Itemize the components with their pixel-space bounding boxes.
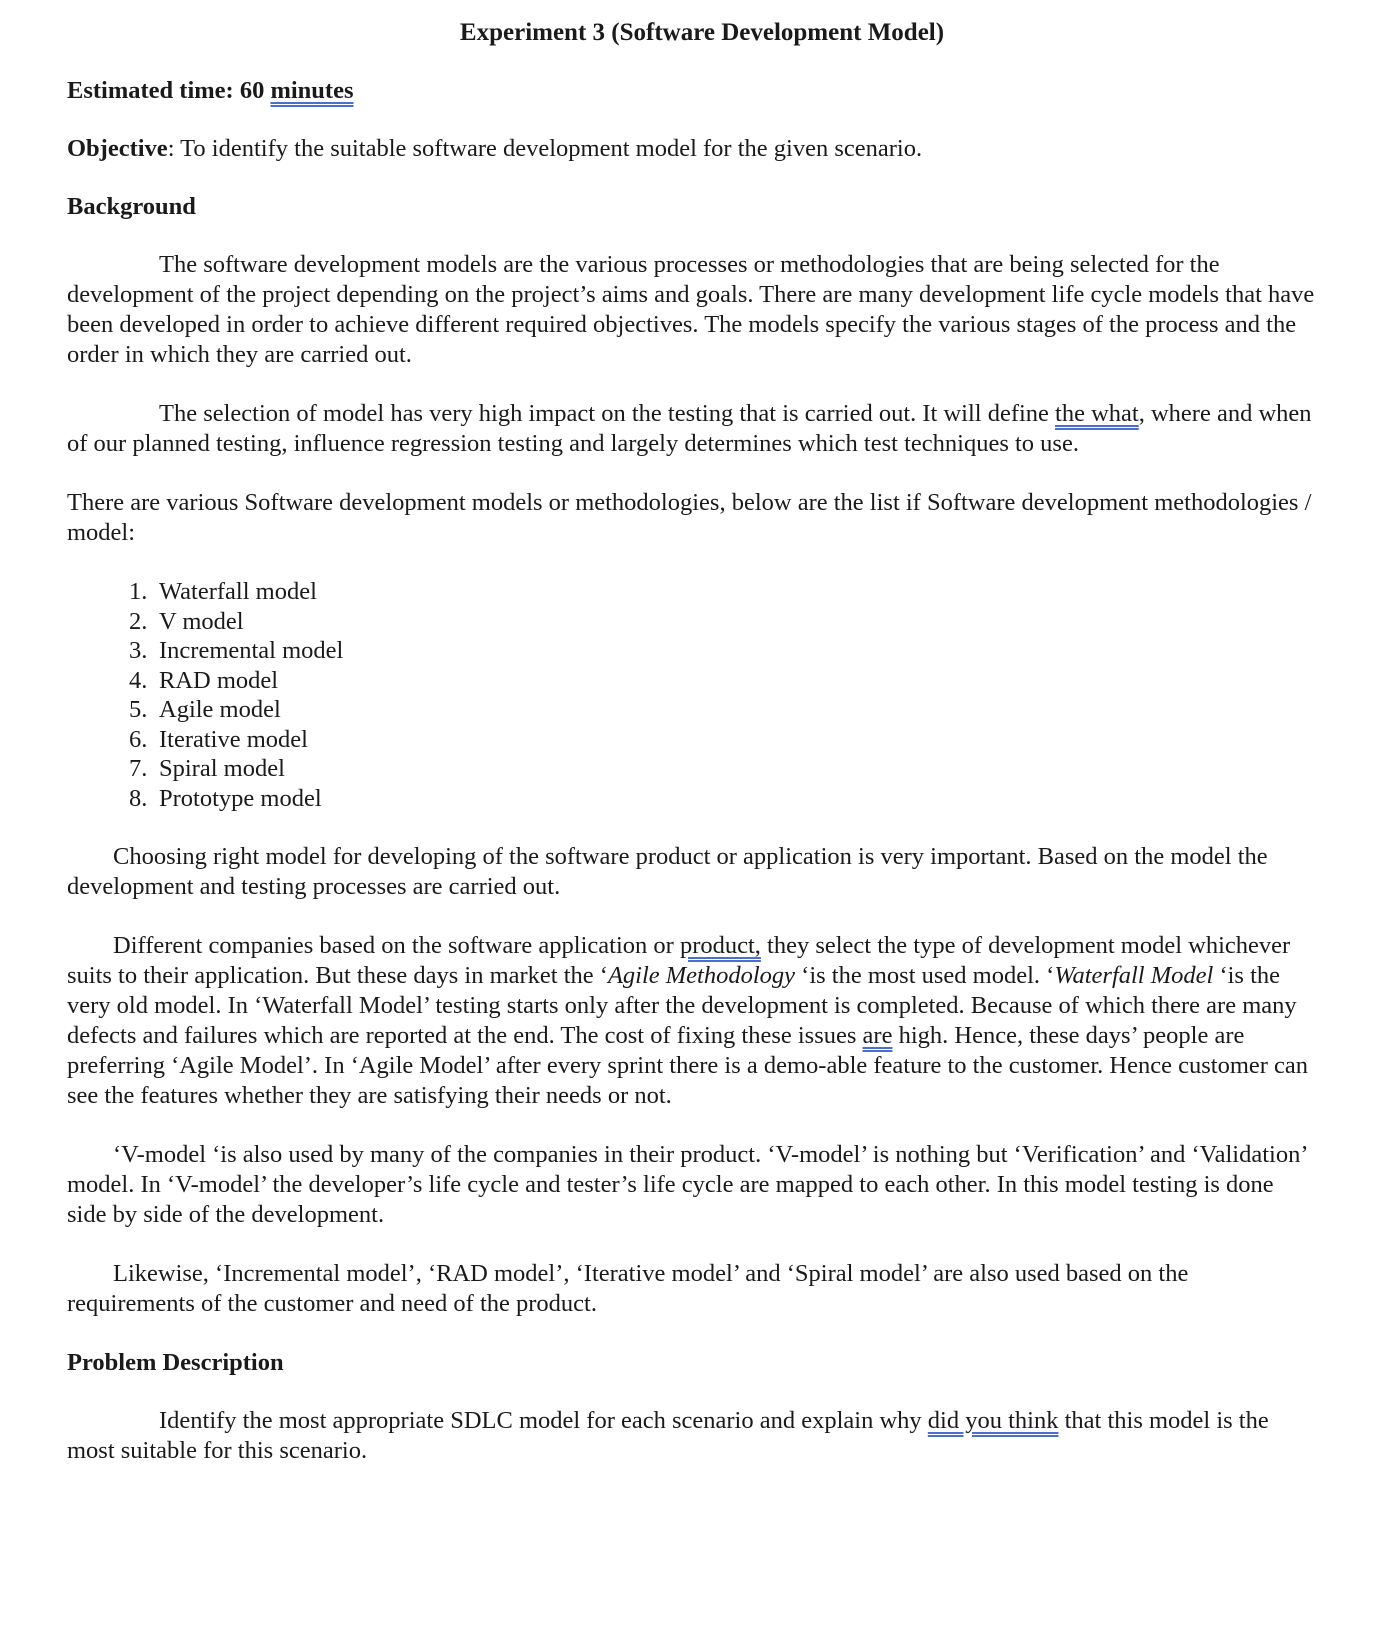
companies-text-2: they select the type of development model whichever suits to their application. But these days in market the ‘	[67, 932, 1291, 989]
list-item-number: 5.	[129, 696, 148, 723]
list-item-label: Agile model	[159, 696, 281, 723]
vmodel-paragraph: ‘V-model ‘is also used by many of the companies in their product. ‘V-model’ is nothing but ‘Verification’ and ‘Validation’ model. In ‘V-model’ the developer’s life cycle and tester’s life cycle are mapped to each other. In this model testing is done side by side of the development.	[67, 1141, 1307, 1228]
models-list	[67, 577, 1317, 813]
companies-paragraph	[67, 931, 1317, 1111]
document-page	[67, 18, 1317, 1495]
companies-italic-2: Waterfall Model	[1054, 962, 1214, 989]
background-p2-underlined: the what	[1055, 400, 1139, 427]
companies-underlined-1: product,	[679, 932, 761, 959]
companies-underlined-2: are	[862, 1022, 893, 1049]
estimated-time-label: Estimated time: 60	[67, 77, 271, 104]
list-item-label: V model	[159, 607, 244, 635]
list-item-number: 8.	[129, 784, 148, 812]
list-item	[67, 695, 1317, 725]
problem-heading: Problem Description	[67, 1349, 284, 1376]
estimated-time-unit: minutes	[270, 77, 354, 104]
background-heading: Background	[67, 193, 196, 220]
choosing-paragraph: Choosing right model for developing of the software product or application is very important. Based on the model the development and testing processes are carried out.	[67, 843, 1268, 900]
models-intro: There are various Software development models or methodologies, below are the list if Software development methodologies / model:	[67, 489, 1312, 546]
list-item-label: Waterfall model	[159, 578, 317, 605]
background-p2-before: The selection of model has very high impact on the testing that is carried out. It will define	[159, 400, 1056, 427]
list-item	[67, 607, 1317, 637]
list-item	[67, 636, 1317, 666]
list-item-label: Incremental model	[159, 637, 344, 664]
background-paragraph-2	[67, 399, 1317, 459]
background-p2-after: , where and when of our planned testing, influence regression testing and largely determines which test techniques to use.	[67, 400, 1312, 457]
companies-text-1: Different companies based on the software application or	[113, 932, 680, 959]
document-title: Experiment 3 (Software Development Model)	[459, 19, 945, 46]
problem-text-before: Identify the most appropriate SDLC model for each scenario and explain why	[159, 1407, 928, 1434]
list-item-label: Iterative model	[159, 725, 308, 753]
companies-text-4: ‘is the very old model. In ‘Waterfall Model’ testing starts only after the development is completed. Because of which there are many defects and failures which are reported at the end. The cost of fixing these issues	[67, 962, 1297, 1049]
problem-underlined: did you think	[927, 1407, 1059, 1434]
list-item	[67, 725, 1317, 755]
companies-text-5: high. Hence, these days’ people are preferring ‘Agile Model’. In ‘Agile Model’ after every sprint there is a demo-able feature to the customer. Hence customer can see the features whether they are satisfying their needs or not.	[67, 1022, 1309, 1109]
list-item-number: 1.	[129, 578, 148, 605]
likewise-paragraph: Likewise, ‘Incremental model’, ‘RAD model’, ‘Iterative model’ and ‘Spiral model’ are also used based on the requirements of the customer and need of the product.	[67, 1260, 1189, 1317]
list-item	[67, 577, 1317, 607]
list-item-label: Prototype model	[159, 784, 322, 812]
background-paragraph-1: The software development models are the various processes or methodologies that are being selected for the development of the project depending on the project’s aims and goals. There are many development life cycle models that have been developed in order to achieve different required objectives. The models specify the various stages of the process and the order in which they are carried out.	[67, 251, 1315, 368]
list-item-label: Spiral model	[159, 755, 285, 782]
list-item-number: 3.	[129, 637, 148, 664]
list-item	[67, 666, 1317, 696]
list-item-number: 2.	[129, 607, 148, 635]
objective-text: : To identify the suitable software development model for the given scenario.	[167, 135, 923, 162]
list-item	[67, 784, 1317, 814]
problem-text-after: that this model is the most suitable for this scenario.	[67, 1407, 1269, 1464]
list-item-number: 4.	[129, 666, 148, 694]
estimated-time	[67, 76, 1317, 106]
problem-paragraph	[67, 1406, 1317, 1466]
companies-text-3: ‘is the most used model. ‘	[795, 962, 1055, 989]
objective	[67, 134, 1317, 164]
list-item-number: 7.	[129, 755, 148, 782]
companies-italic-1: Agile Methodology	[607, 962, 796, 989]
list-item-label: RAD model	[159, 666, 279, 694]
objective-label: Objective	[67, 135, 168, 162]
list-item-number: 6.	[129, 725, 148, 753]
list-item	[67, 754, 1317, 784]
